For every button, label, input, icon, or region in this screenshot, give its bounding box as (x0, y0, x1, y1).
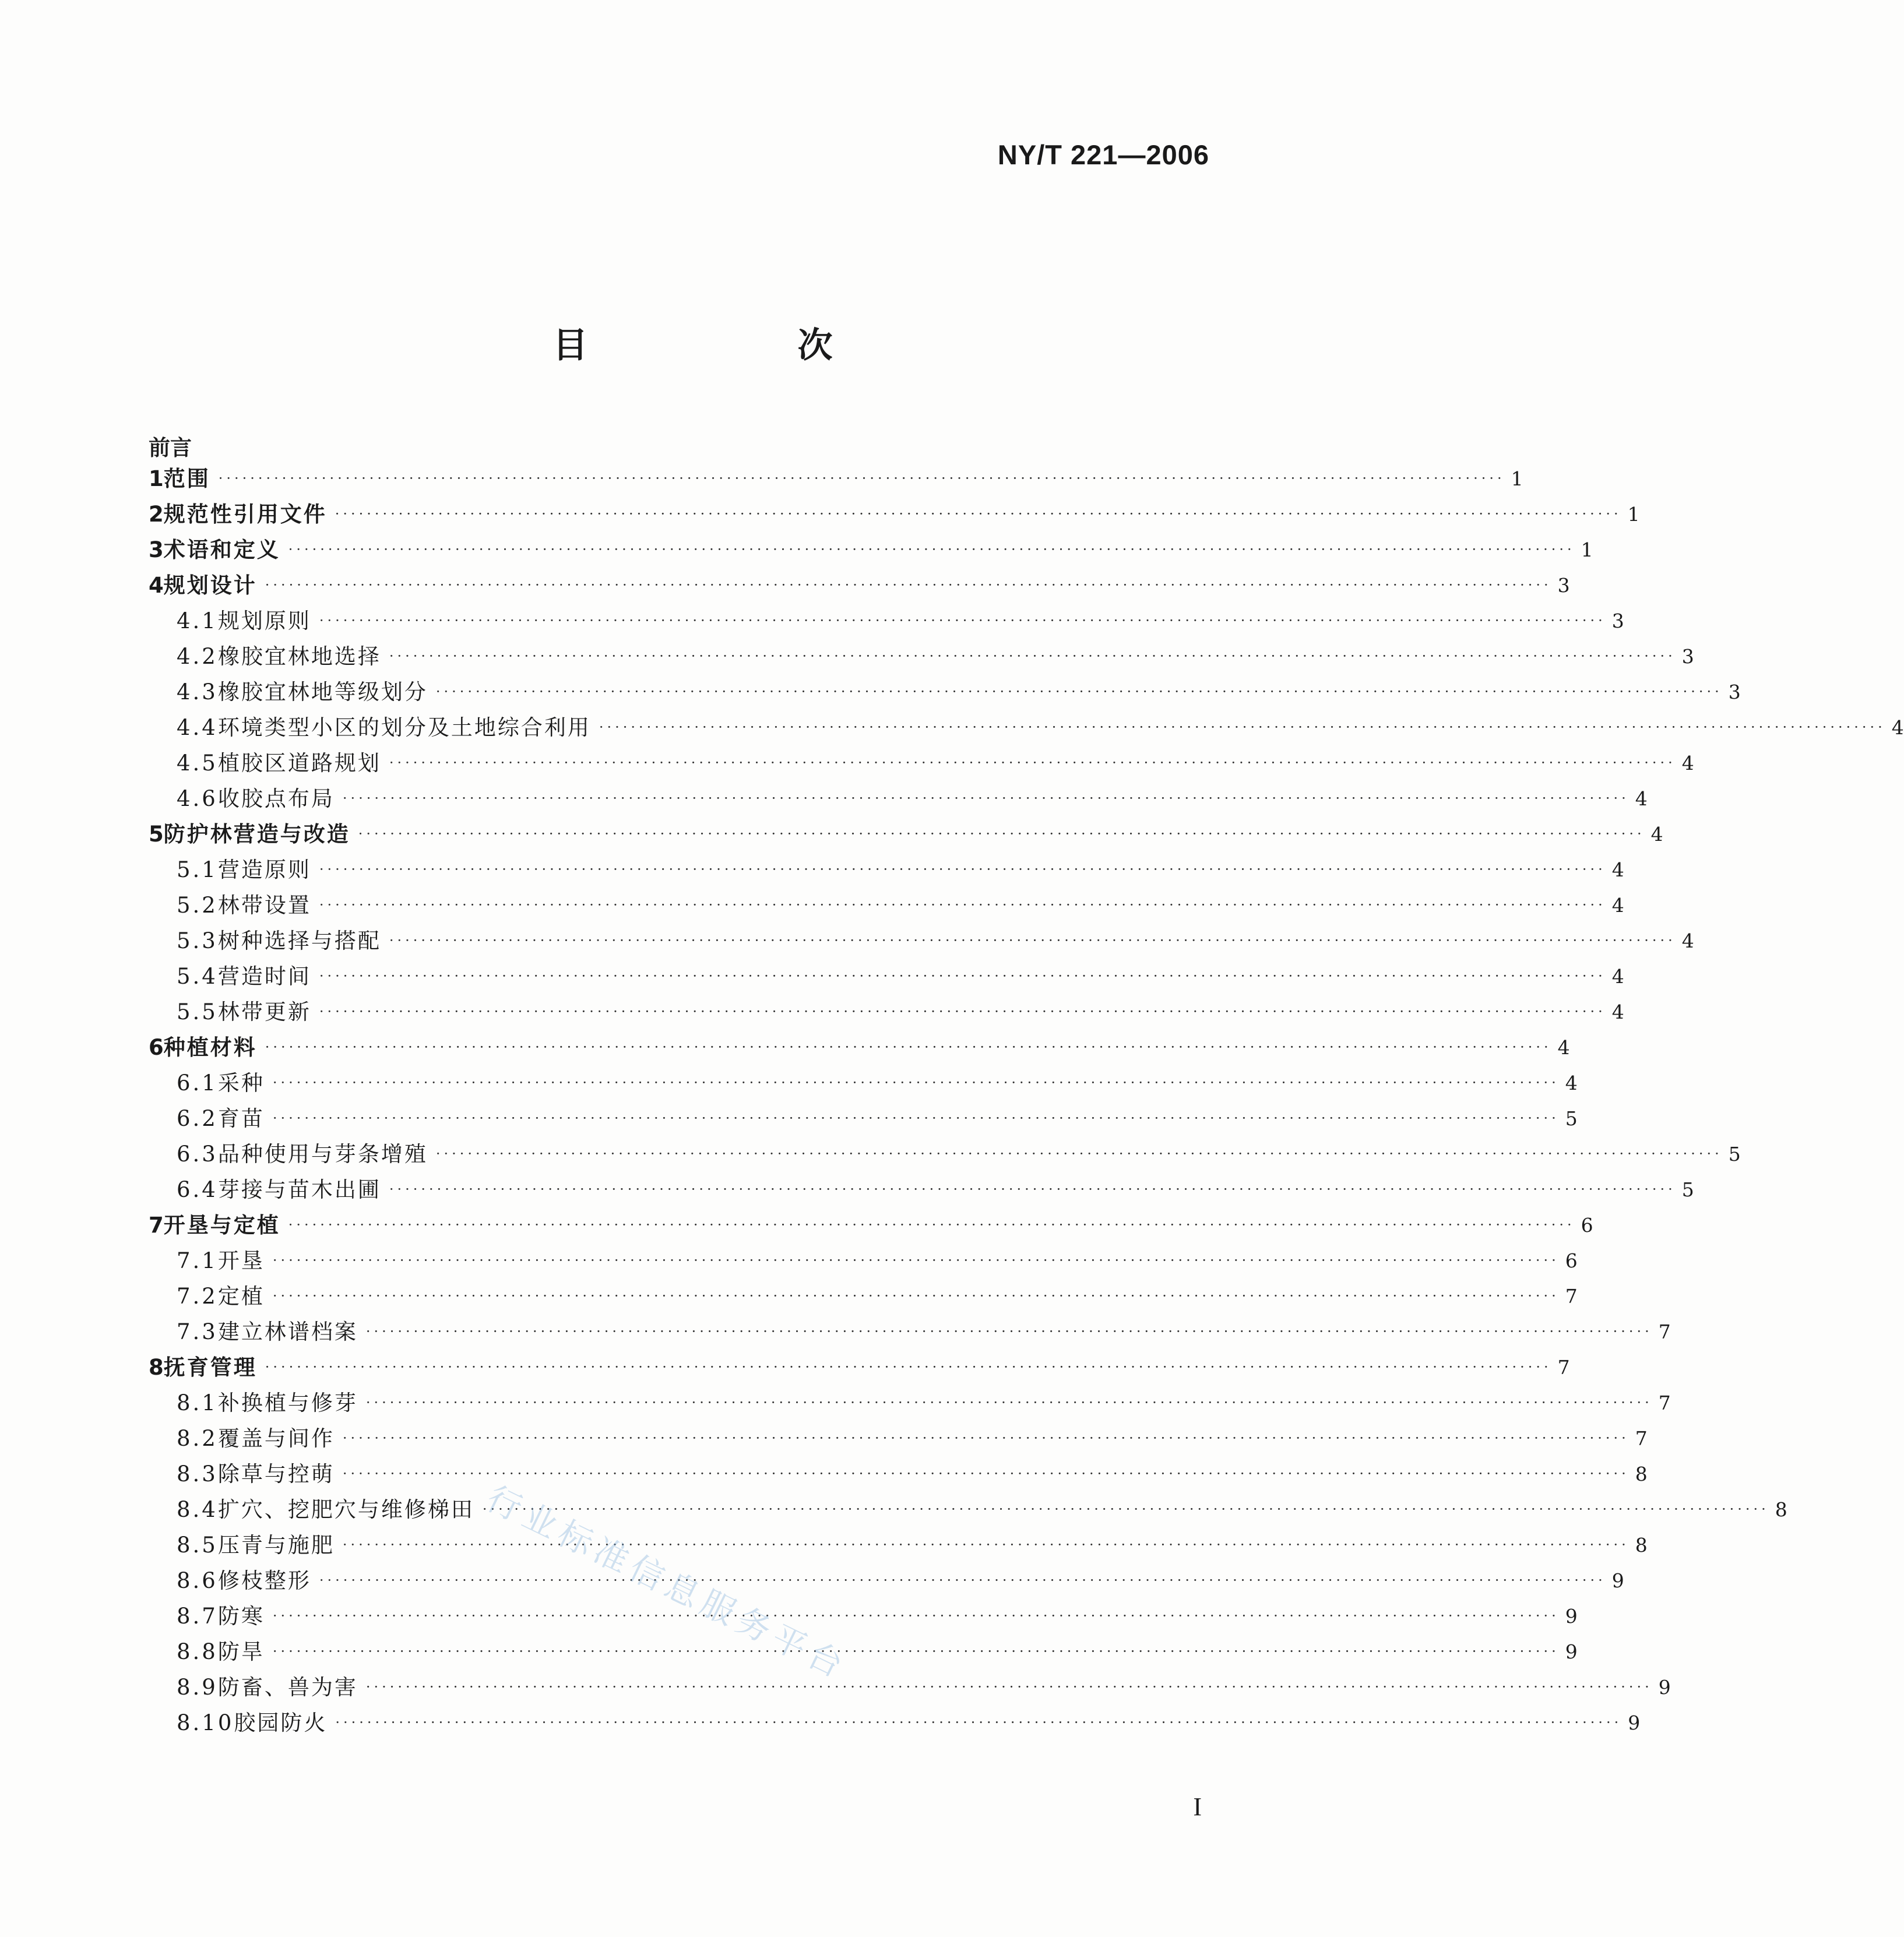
toc-entry-title: 收胶点布局 (217, 786, 335, 811)
toc-entry-number: 8.6 (177, 1568, 218, 1593)
toc-entry-page: 5 (1728, 1143, 1741, 1165)
watermark: 行业标准信息服务平台 (480, 1478, 854, 1688)
toc-entry-page: 9 (1658, 1676, 1671, 1699)
toc-entry-title: 修枝整形 (217, 1568, 311, 1593)
dot-leader: ·································································································································································· (342, 1466, 1630, 1482)
toc-entry (149, 816, 1663, 852)
toc-entry-page: 3 (1611, 610, 1624, 632)
toc-entry (149, 1350, 1570, 1385)
dot-leader: ·································································································································································· (319, 1003, 1606, 1020)
toc-entry-page: 6 (1565, 1249, 1578, 1272)
toc-entry (149, 1385, 1671, 1421)
toc-entry-title: 防护林营造与改造 (163, 822, 350, 847)
toc-entry-page: 9 (1565, 1605, 1578, 1628)
toc-entry-number: 8.8 (177, 1639, 218, 1664)
dot-leader: ·································································································································································· (319, 968, 1606, 984)
toc-entry-page: 1 (1511, 467, 1523, 490)
dot-leader: ·································································································································································· (335, 1714, 1623, 1731)
toc-entry-page: 7 (1635, 1427, 1648, 1450)
toc-entry (149, 1279, 1578, 1314)
toc-entry-page: 4 (1891, 716, 1904, 739)
table-of-contents (149, 461, 1904, 1741)
dot-leader: ·································································································································································· (272, 1075, 1560, 1091)
dot-leader: ·································································································································································· (319, 1572, 1606, 1589)
toc-entry-page: 4 (1681, 929, 1694, 952)
toc-entry-title: 营造时间 (217, 964, 311, 989)
toc-entry (149, 461, 1523, 496)
toc-entry-page: 4 (1611, 894, 1624, 917)
toc-entry (149, 568, 1570, 603)
dot-leader: ·································································································································································· (335, 506, 1622, 522)
page-number: I (1193, 1792, 1202, 1821)
toc-entry-page: 4 (1611, 858, 1624, 881)
toc-entry-page: 4 (1557, 1036, 1570, 1059)
toc-entry-page: 5 (1565, 1107, 1578, 1130)
toc-entry (149, 674, 1741, 710)
toc-entry-title: 规范性引用文件 (163, 502, 327, 527)
toc-entry-number: 7 (149, 1213, 164, 1238)
toc-entry (149, 1527, 1648, 1563)
dot-leader: ·································································································································································· (319, 861, 1606, 878)
toc-entry-number: 4 (149, 573, 164, 598)
toc-entry (149, 1705, 1641, 1741)
toc-entry-title: 营造原则 (217, 857, 311, 882)
dot-leader: ·································································································································································· (599, 719, 1886, 735)
toc-entry-title: 防畜、兽为害 (217, 1675, 358, 1700)
dot-leader: ·································································································································································· (272, 1608, 1560, 1624)
toc-entry-page: 4 (1611, 1001, 1624, 1023)
toc-entry (149, 1421, 1648, 1456)
toc-entry-title: 防旱 (217, 1639, 265, 1664)
toc-entry-title: 开垦与定植 (163, 1213, 280, 1238)
toc-entry-number: 6 (149, 1035, 164, 1060)
toc-entry-number: 8.4 (177, 1497, 218, 1522)
dot-leader: ·································································································································································· (272, 1252, 1560, 1269)
toc-entry (149, 532, 1593, 568)
toc-entry-number: 8 (149, 1355, 164, 1380)
dot-leader: ·································································································································································· (319, 612, 1606, 629)
toc-entry (149, 959, 1624, 994)
toc-entry-page: 1 (1627, 503, 1640, 526)
dot-leader: ·································································································································································· (389, 932, 1676, 949)
toc-entry-page: 4 (1681, 752, 1694, 774)
toc-entry (149, 1101, 1578, 1136)
toc-entry-number: 6.1 (177, 1070, 218, 1096)
toc-entry (149, 1634, 1578, 1670)
toc-entry (149, 1456, 1648, 1492)
toc-entry-number: 5.4 (177, 964, 218, 989)
toc-entry-number: 3 (149, 537, 164, 562)
toc-entry-title: 抚育管理 (163, 1355, 257, 1380)
dot-leader: ·································································································································································· (365, 1323, 1653, 1340)
dot-leader: ·································································································································································· (365, 1679, 1653, 1695)
dot-leader: ·································································································································································· (389, 648, 1676, 664)
toc-entry-title: 树种选择与搭配 (217, 928, 381, 953)
toc-entry-title: 品种使用与芽条增殖 (217, 1142, 428, 1167)
toc-entry (149, 923, 1694, 959)
toc-entry-number: 7.1 (177, 1248, 218, 1273)
dot-leader: ·································································································································································· (435, 1146, 1723, 1162)
toc-entry (149, 1314, 1671, 1350)
toc-entry-page: 5 (1681, 1178, 1694, 1201)
toc-entry (149, 496, 1640, 532)
toc-entry (149, 888, 1624, 923)
toc-entry-page: 3 (1557, 574, 1570, 597)
dot-leader: ·································································································································································· (272, 1110, 1560, 1126)
toc-entry-title: 林带更新 (217, 999, 311, 1024)
toc-entry-title: 林带设置 (217, 893, 311, 918)
toc-entry-number: 5.1 (177, 857, 218, 882)
toc-entry-number: 6.4 (177, 1177, 218, 1202)
toc-entry-number: 5 (149, 822, 164, 847)
dot-leader: ·································································································································································· (288, 541, 1575, 558)
toc-entry-number: 4.4 (177, 715, 218, 740)
toc-entry (149, 1065, 1578, 1101)
dot-leader: ·································································································································································· (265, 1359, 1552, 1375)
toc-entry-page: 9 (1611, 1569, 1624, 1592)
toc-entry (149, 1207, 1593, 1243)
toc-entry-number: 1 (149, 466, 164, 491)
toc-entry-number: 4.1 (177, 608, 218, 633)
toc-entry-page: 4 (1635, 787, 1648, 810)
toc-entry-title: 种植材料 (163, 1035, 257, 1060)
toc-entry-title: 扩穴、挖肥穴与维修梯田 (217, 1497, 474, 1522)
toc-entry-page: 7 (1658, 1392, 1671, 1414)
toc-entry (149, 994, 1624, 1030)
toc-entry-page: 6 (1581, 1214, 1593, 1237)
dot-leader: ·································································································································································· (342, 1430, 1630, 1446)
toc-entry-title: 范围 (163, 466, 210, 491)
dot-leader: ·································································································································································· (288, 1217, 1575, 1233)
toc-entry (149, 1243, 1578, 1279)
dot-leader: ·································································································································································· (342, 790, 1630, 807)
toc-entry (149, 710, 1904, 745)
toc-entry-page: 7 (1565, 1285, 1578, 1308)
toc-entry-page: 8 (1635, 1463, 1648, 1485)
toc-entry (149, 852, 1624, 888)
toc-entry-title: 育苗 (217, 1106, 265, 1131)
toc-entry-number: 5.3 (177, 928, 218, 953)
toc-entry (149, 1030, 1570, 1065)
toc-entry-title: 压青与施肥 (217, 1533, 335, 1558)
toc-entry-number: 8.7 (177, 1604, 218, 1629)
toc-entry-title: 规划设计 (163, 573, 257, 598)
toc-entry (149, 603, 1624, 639)
toc-entry-number: 6.3 (177, 1142, 218, 1167)
toc-entry-title: 环境类型小区的划分及土地综合利用 (217, 715, 591, 740)
toc-entry-title: 除草与控萌 (217, 1461, 335, 1487)
toc-entry-page: 7 (1557, 1356, 1570, 1379)
toc-entry-number: 7.2 (177, 1284, 218, 1309)
toc-entry-number: 6.2 (177, 1106, 218, 1131)
toc-entry-number: 8.5 (177, 1533, 218, 1558)
dot-leader: ·································································································································································· (265, 1039, 1552, 1055)
toc-entry-page: 1 (1581, 538, 1593, 561)
dot-leader: ·································································································································································· (218, 470, 1505, 487)
toc-entry-number: 4.6 (177, 786, 218, 811)
toc-entry (149, 1136, 1741, 1172)
toc-entry-title: 术语和定义 (163, 537, 280, 562)
toc-entry (149, 781, 1648, 816)
toc-entry-page: 4 (1650, 823, 1663, 846)
toc-entry (149, 1492, 1787, 1527)
dot-leader: ·································································································································································· (358, 826, 1645, 842)
toc-entry-number: 4.5 (177, 751, 218, 776)
toc-entry-number: 8.3 (177, 1461, 218, 1487)
toc-entry (149, 1172, 1694, 1207)
dot-leader: ·································································································································································· (319, 897, 1606, 913)
toc-entry-page: 3 (1728, 681, 1741, 703)
toc-entry-title: 规划原则 (217, 608, 311, 633)
dot-leader: ·································································································································································· (272, 1643, 1560, 1660)
dot-leader: ·································································································································································· (342, 1537, 1630, 1553)
toc-entry-title: 开垦 (217, 1248, 265, 1273)
toc-entry-title: 橡胶宜林地等级划分 (217, 679, 428, 705)
toc-entry-title: 采种 (217, 1070, 265, 1096)
dot-leader: ·································································································································································· (482, 1501, 1769, 1517)
toc-entry-page: 3 (1681, 645, 1694, 668)
toc-entry-page: 8 (1635, 1534, 1648, 1556)
toc-entry (149, 745, 1694, 781)
toc-entry-title: 补换植与修芽 (217, 1390, 358, 1415)
toc-entry (149, 1670, 1671, 1705)
toc-entry-number: 4.2 (177, 644, 218, 669)
toc-entry-title: 胶园防火 (234, 1710, 328, 1735)
toc-entry-page: 9 (1565, 1640, 1578, 1663)
dot-leader: ·································································································································································· (265, 577, 1552, 593)
dot-leader: ·································································································································································· (272, 1288, 1560, 1304)
toc-entry-number: 8.9 (177, 1675, 218, 1700)
toc-entry-number: 8.2 (177, 1426, 218, 1451)
toc-entry-page: 4 (1611, 965, 1624, 988)
toc-entry-title: 防寒 (217, 1604, 265, 1629)
toc-entry-page: 4 (1565, 1072, 1578, 1094)
toc-entry-number: 5.2 (177, 893, 218, 918)
toc-heading: 目 次 (552, 325, 920, 366)
toc-entry-title: 橡胶宜林地选择 (217, 644, 381, 669)
toc-entry-title: 定植 (217, 1284, 265, 1309)
toc-entry-number: 8.1 (177, 1390, 218, 1415)
toc-entry-number: 5.5 (177, 999, 218, 1024)
toc-entry-page: 9 (1628, 1711, 1641, 1734)
toc-entry-title: 建立林谱档案 (217, 1319, 358, 1344)
toc-entry-title: 覆盖与间作 (217, 1426, 335, 1451)
dot-leader: ·································································································································································· (435, 684, 1723, 700)
dot-leader: ·································································································································································· (389, 1181, 1676, 1198)
dot-leader: ·································································································································································· (389, 755, 1676, 771)
toc-entry-preface: 前言 (149, 435, 192, 460)
toc-entry-number: 7.3 (177, 1319, 218, 1344)
dot-leader: ·································································································································································· (365, 1394, 1653, 1411)
toc-entry-page: 7 (1658, 1320, 1671, 1343)
toc-entry (149, 639, 1694, 674)
toc-entry-number: 2 (149, 502, 164, 527)
document-code: NY/T 221—2006 (997, 139, 1209, 170)
toc-entry-title: 芽接与苗木出圃 (217, 1177, 381, 1202)
toc-entry-page: 8 (1775, 1498, 1787, 1521)
toc-entry-number: 4.3 (177, 679, 218, 705)
toc-entry-title: 植胶区道路规划 (217, 751, 381, 776)
toc-entry-number: 8.10 (177, 1710, 234, 1735)
